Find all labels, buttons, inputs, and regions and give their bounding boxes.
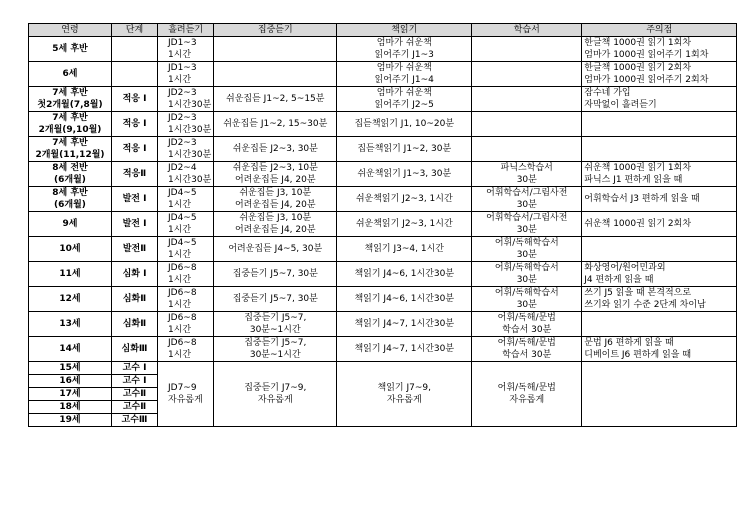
- cell-line: 심화Ⅱ: [122, 294, 147, 304]
- cell-line: 1시간: [168, 250, 192, 260]
- cell-line: 학습서 30분: [502, 325, 552, 335]
- listen-cell: [158, 337, 214, 362]
- cell-line: 8세 후반: [52, 188, 88, 198]
- listen-cell: [158, 287, 214, 312]
- focus-cell: [214, 137, 337, 162]
- cell-line: 1시간30분: [168, 150, 212, 160]
- cell-line: 자유롭게: [257, 395, 293, 405]
- focus-cell: [214, 62, 337, 87]
- age-cell: [29, 287, 112, 312]
- cell-line: 자유롭게: [168, 395, 203, 405]
- note-cell: [582, 137, 737, 162]
- cell-line: 16세: [59, 376, 81, 386]
- table-row: [29, 87, 737, 112]
- cell-line: 어휘학습서/그림사전: [486, 213, 568, 223]
- cell-line: 쉬운책읽기 J2~3, 1시간: [355, 219, 453, 229]
- cell-line: 6세: [62, 69, 78, 79]
- age-cell: [29, 237, 112, 262]
- cell-line: 어휘/독해학습서: [494, 238, 559, 248]
- cell-line: 5세 후반: [52, 44, 88, 54]
- cell-line: 파닉스 J1 편하게 읽을 때: [584, 175, 683, 185]
- age-cell: [29, 312, 112, 337]
- reading-plan-table: [28, 23, 737, 427]
- read-cell: [337, 237, 472, 262]
- cell-line: 1시간30분: [168, 125, 212, 135]
- cell-line: 30분: [516, 250, 537, 260]
- step-cell: [112, 237, 158, 262]
- cell-line: 쓰기 J5 읽을 때 본격적으로: [584, 288, 692, 298]
- study-cell: [472, 312, 582, 337]
- cell-line: 쉬운집듣 J1~2, 15~30분: [223, 119, 328, 129]
- header-study: 학습서: [472, 24, 582, 37]
- step-cell: [112, 337, 158, 362]
- cell-line: 어려운집듣 J4, 20분: [234, 225, 316, 235]
- table-row: [29, 112, 737, 137]
- listen-cell: [158, 112, 214, 137]
- focus-cell: [214, 37, 337, 62]
- cell-line: 1시간: [168, 350, 192, 360]
- note-cell: [582, 312, 737, 337]
- age-cell: [29, 137, 112, 162]
- study-cell: [472, 337, 582, 362]
- cell-line: 10세: [59, 244, 81, 254]
- header-read: 책읽기: [337, 24, 472, 37]
- table-body: [29, 37, 737, 427]
- study-cell: [472, 262, 582, 287]
- cell-line: 18세: [59, 402, 81, 412]
- cell-line: 30분~1시간: [249, 350, 301, 360]
- cell-line: 어휘/독해학습서: [494, 263, 559, 273]
- table-row: [29, 62, 737, 87]
- header-step: 단계: [112, 24, 158, 37]
- note-cell: [582, 37, 737, 62]
- cell-line: 쉬운집듣 J2~3, 30분: [232, 144, 318, 154]
- note-cell: [582, 62, 737, 87]
- focus-cell: [214, 162, 337, 187]
- note-cell: [582, 287, 737, 312]
- header-row: [29, 24, 737, 37]
- age-cell: [29, 162, 112, 187]
- read-cell: [337, 212, 472, 237]
- focus-cell: [214, 212, 337, 237]
- read-cell: [337, 87, 472, 112]
- cell-line: 1시간: [168, 200, 192, 210]
- header-note: 주의점: [582, 24, 737, 37]
- listen-cell: [158, 37, 214, 62]
- cell-line: 화상영어/원어민과외: [584, 263, 666, 273]
- cell-line: 30분: [516, 175, 537, 185]
- cell-line: 15세: [59, 363, 81, 373]
- note-cell: [582, 112, 737, 137]
- cell-line: 집중듣기 J5~7, 30분: [232, 294, 318, 304]
- cell-line: 30분: [516, 200, 537, 210]
- cell-line: JD2~3: [168, 88, 197, 98]
- table-row: [29, 337, 737, 362]
- cell-line: 자유롭게: [509, 395, 545, 405]
- cell-line: 1시간30분: [168, 175, 212, 185]
- cell-line: JD2~3: [168, 138, 197, 148]
- cell-line: 30분: [516, 300, 537, 310]
- cell-line: 30분: [516, 225, 537, 235]
- step-cell: [112, 362, 158, 375]
- cell-line: 13세: [59, 319, 81, 329]
- cell-line: JD6~8: [168, 263, 197, 273]
- read-cell: [337, 312, 472, 337]
- read-cell: [337, 362, 472, 427]
- cell-line: 어려운집듣 J4, 20분: [234, 200, 316, 210]
- focus-cell: [214, 287, 337, 312]
- cell-line: 1시간: [168, 225, 192, 235]
- cell-line: 14세: [59, 344, 81, 354]
- step-cell: [112, 137, 158, 162]
- cell-line: JD6~8: [168, 313, 197, 323]
- table-row: [29, 37, 737, 62]
- cell-line: 학습서 30분: [502, 350, 552, 360]
- cell-line: 어휘/독해/문법: [497, 383, 556, 393]
- table-row: [29, 312, 737, 337]
- study-cell: [472, 287, 582, 312]
- cell-line: 고수 Ⅰ: [122, 376, 147, 386]
- cell-line: JD2~4: [168, 163, 197, 173]
- focus-cell: [214, 87, 337, 112]
- cell-line: 7세 후반: [52, 138, 88, 148]
- listen-cell: [158, 187, 214, 212]
- cell-line: 책읽기 J3~4, 1시간: [364, 244, 444, 254]
- cell-line: 2개월(11,12월): [35, 150, 105, 160]
- cell-line: 7세 후반: [52, 113, 88, 123]
- cell-line: JD2~3: [168, 113, 197, 123]
- age-cell: [29, 337, 112, 362]
- listen-cell: [158, 362, 214, 427]
- table-row: [29, 137, 737, 162]
- cell-line: 1시간: [168, 50, 192, 60]
- cell-line: 발전 Ⅰ: [122, 194, 147, 204]
- cell-line: J4 편하게 읽을 때: [584, 275, 654, 285]
- cell-line: 어휘/독해/문법: [497, 313, 556, 323]
- cell-line: JD1~3: [168, 38, 197, 48]
- cell-line: 적응 Ⅰ: [122, 94, 147, 104]
- cell-line: 자유롭게: [386, 395, 422, 405]
- read-cell: [337, 337, 472, 362]
- step-cell: [112, 37, 158, 62]
- cell-line: 읽어주기 J1~4: [374, 75, 434, 85]
- study-cell: [472, 187, 582, 212]
- study-cell: [472, 212, 582, 237]
- listen-cell: [158, 237, 214, 262]
- cell-line: 심화Ⅱ: [122, 319, 147, 329]
- cell-line: 한글책 1000권 읽기 1회차: [584, 38, 692, 48]
- cell-line: 어휘학습서/그림사전: [486, 188, 568, 198]
- cell-line: 책읽기 J4~6, 1시간30분: [354, 294, 455, 304]
- cell-line: 쉬운책읽기 J2~3, 1시간: [355, 194, 453, 204]
- note-cell: [582, 362, 737, 427]
- cell-line: 적응 Ⅰ: [122, 144, 147, 154]
- cell-line: 엄마가 쉬운책: [376, 63, 432, 73]
- cell-line: 책읽기 J7~9,: [377, 383, 431, 393]
- table-row: [29, 187, 737, 212]
- cell-line: 쉬운집듣 J3, 10분: [239, 213, 312, 223]
- step-cell: [112, 87, 158, 112]
- cell-line: 2개월(9,10월): [38, 125, 102, 135]
- cell-line: JD6~8: [168, 338, 197, 348]
- read-cell: [337, 137, 472, 162]
- cell-line: 책읽기 J4~6, 1시간30분: [354, 269, 455, 279]
- read-cell: [337, 37, 472, 62]
- step-cell: [112, 414, 158, 427]
- read-cell: [337, 62, 472, 87]
- study-cell: [472, 87, 582, 112]
- note-cell: [582, 262, 737, 287]
- cell-line: 고수Ⅲ: [121, 415, 148, 425]
- cell-line: 12세: [59, 294, 81, 304]
- cell-line: 고수Ⅱ: [122, 389, 147, 399]
- listen-cell: [158, 137, 214, 162]
- note-cell: [582, 162, 737, 187]
- header-focus: 집중듣기: [214, 24, 337, 37]
- read-cell: [337, 187, 472, 212]
- cell-line: JD4~5: [168, 213, 197, 223]
- listen-cell: [158, 162, 214, 187]
- cell-line: 집듣책읽기 J1, 10~20분: [354, 119, 455, 129]
- study-cell: [472, 62, 582, 87]
- cell-line: 1시간: [168, 75, 192, 85]
- study-cell: [472, 112, 582, 137]
- age-cell: [29, 112, 112, 137]
- note-cell: [582, 237, 737, 262]
- age-cell: [29, 62, 112, 87]
- cell-line: 발전Ⅱ: [122, 244, 147, 254]
- age-cell: [29, 388, 112, 401]
- focus-cell: [214, 312, 337, 337]
- cell-line: 쉬운책 1000권 읽기 2회차: [584, 219, 692, 229]
- cell-line: 30분: [516, 275, 537, 285]
- cell-line: 읽어주기 J2~5: [374, 100, 434, 110]
- cell-line: 파닉스학습서: [500, 163, 553, 173]
- note-cell: [582, 187, 737, 212]
- cell-line: 쉬운집듣 J1~2, 5~15분: [226, 94, 325, 104]
- cell-line: 문법 J6 편하게 읽을 때: [584, 338, 674, 348]
- cell-line: 어려운집듣 J4~5, 30분: [228, 244, 323, 254]
- cell-line: 집중듣기 J5~7,: [244, 338, 307, 348]
- cell-line: 쉬운책읽기 J1~3, 30분: [357, 169, 452, 179]
- header-age: 연령: [29, 24, 112, 37]
- step-cell: [112, 62, 158, 87]
- cell-line: (6개월): [54, 200, 86, 210]
- step-cell: [112, 312, 158, 337]
- step-cell: [112, 388, 158, 401]
- cell-line: 집듣책읽기 J1~2, 30분: [357, 144, 452, 154]
- age-cell: [29, 362, 112, 375]
- cell-line: 쉬운책 1000권 읽기 1회차: [584, 163, 692, 173]
- cell-line: 적응 Ⅰ: [122, 119, 147, 129]
- cell-line: 1시간: [168, 325, 192, 335]
- header-listen: 흘려듣기: [158, 24, 214, 37]
- study-cell: [472, 362, 582, 427]
- cell-line: 심화 Ⅰ: [122, 269, 147, 279]
- cell-line: 책읽기 J4~7, 1시간30분: [354, 344, 455, 354]
- cell-line: 어휘학습서 J3 편하게 읽을 때: [584, 194, 700, 204]
- cell-line: 어려운집듣 J4, 20분: [234, 175, 316, 185]
- note-cell: [582, 212, 737, 237]
- cell-line: 고수Ⅱ: [122, 402, 147, 412]
- cell-line: (6개월): [54, 175, 86, 185]
- focus-cell: [214, 362, 337, 427]
- cell-line: 11세: [59, 269, 81, 279]
- cell-line: 자막없이 흘려듣기: [584, 100, 657, 110]
- cell-line: JD6~8: [168, 288, 197, 298]
- cell-line: 19세: [59, 415, 81, 425]
- step-cell: [112, 375, 158, 388]
- table-row: [29, 287, 737, 312]
- age-cell: [29, 375, 112, 388]
- focus-cell: [214, 237, 337, 262]
- cell-line: 심화Ⅲ: [121, 344, 148, 354]
- table-row: [29, 262, 737, 287]
- age-cell: [29, 87, 112, 112]
- cell-line: 읽어주기 J1~3: [374, 50, 434, 60]
- cell-line: 1시간30분: [168, 100, 212, 110]
- cell-line: 17세: [59, 389, 81, 399]
- cell-line: 책읽기 J4~7, 1시간30분: [354, 319, 455, 329]
- cell-line: 쓰기와 읽기 수준 2단계 차이남: [584, 300, 706, 310]
- focus-cell: [214, 262, 337, 287]
- read-cell: [337, 112, 472, 137]
- cell-line: 8세 전반: [52, 163, 88, 173]
- cell-line: JD7~9: [168, 383, 197, 393]
- age-cell: [29, 401, 112, 414]
- note-cell: [582, 337, 737, 362]
- cell-line: 7세 후반: [52, 88, 88, 98]
- cell-line: JD1~3: [168, 63, 197, 73]
- table-row: [29, 212, 737, 237]
- cell-line: 집중듣기 J5~7, 30분: [232, 269, 318, 279]
- cell-line: 1시간: [168, 275, 192, 285]
- cell-line: 엄마가 쉬운책: [376, 38, 432, 48]
- cell-line: 1시간: [168, 300, 192, 310]
- listen-cell: [158, 262, 214, 287]
- cell-line: 적응Ⅱ: [122, 169, 147, 179]
- age-cell: [29, 187, 112, 212]
- age-cell: [29, 262, 112, 287]
- step-cell: [112, 187, 158, 212]
- cell-line: 엄마가 쉬운책: [376, 88, 432, 98]
- focus-cell: [214, 337, 337, 362]
- cell-line: 첫2개월(7,8월): [37, 100, 103, 110]
- cell-line: 잠수네 가입: [584, 88, 631, 98]
- cell-line: 쉬운집듣 J2~3, 10분: [232, 163, 318, 173]
- age-cell: [29, 37, 112, 62]
- study-cell: [472, 162, 582, 187]
- cell-line: 엄마가 1000권 읽어주기 1회차: [584, 50, 709, 60]
- read-cell: [337, 262, 472, 287]
- cell-line: 30분~1시간: [249, 325, 301, 335]
- cell-line: 집중듣기 J7~9,: [244, 383, 307, 393]
- cell-line: 9세: [62, 219, 78, 229]
- cell-line: 어휘/독해/문법: [497, 338, 556, 348]
- table-row: [29, 162, 737, 187]
- step-cell: [112, 287, 158, 312]
- table-row: [29, 237, 737, 262]
- step-cell: [112, 212, 158, 237]
- cell-line: JD4~5: [168, 238, 197, 248]
- listen-cell: [158, 87, 214, 112]
- age-cell: [29, 212, 112, 237]
- cell-line: 고수 Ⅰ: [122, 363, 147, 373]
- listen-cell: [158, 212, 214, 237]
- listen-cell: [158, 62, 214, 87]
- read-cell: [337, 287, 472, 312]
- step-cell: [112, 112, 158, 137]
- cell-line: 발전 Ⅰ: [122, 219, 147, 229]
- table-row: [29, 362, 737, 375]
- study-cell: [472, 137, 582, 162]
- cell-line: 어휘/독해학습서: [494, 288, 559, 298]
- cell-line: 디베이트 J6 편하게 읽을 때: [584, 350, 692, 360]
- cell-line: 집중듣기 J5~7,: [244, 313, 307, 323]
- study-cell: [472, 37, 582, 62]
- focus-cell: [214, 112, 337, 137]
- read-cell: [337, 162, 472, 187]
- step-cell: [112, 401, 158, 414]
- age-cell: [29, 414, 112, 427]
- cell-line: 쉬운집듣 J3, 10분: [239, 188, 312, 198]
- cell-line: JD4~5: [168, 188, 197, 198]
- step-cell: [112, 262, 158, 287]
- study-cell: [472, 237, 582, 262]
- cell-line: 한글책 1000권 읽기 2회차: [584, 63, 692, 73]
- focus-cell: [214, 187, 337, 212]
- cell-line: 엄마가 1000권 읽어주기 2회차: [584, 75, 709, 85]
- listen-cell: [158, 312, 214, 337]
- step-cell: [112, 162, 158, 187]
- note-cell: [582, 87, 737, 112]
